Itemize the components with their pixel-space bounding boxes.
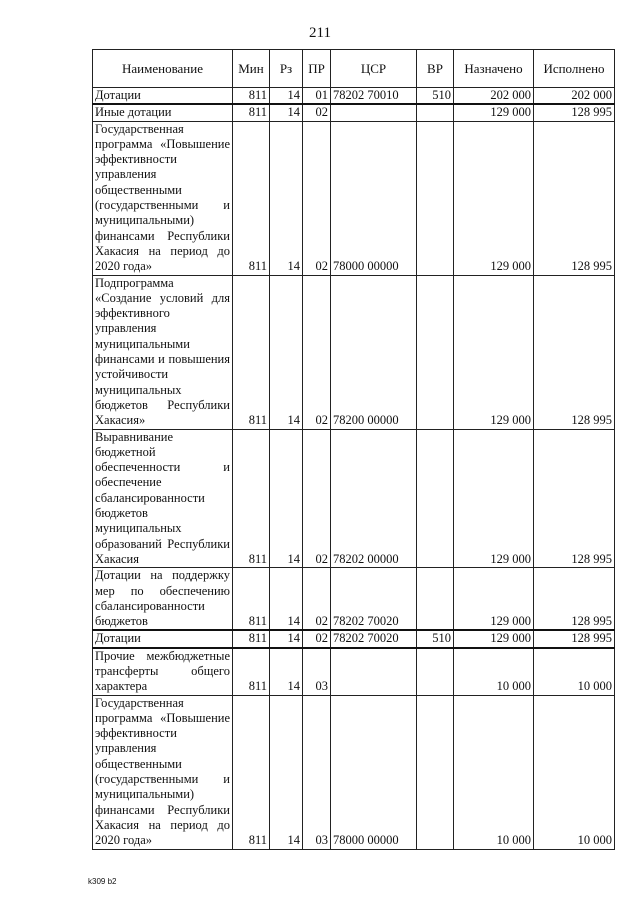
header-min: Мин — [233, 50, 270, 88]
row-name: Дотации — [93, 630, 233, 647]
row-rz: 14 — [270, 104, 303, 121]
table-row — [93, 429, 615, 568]
row-executed: 202 000 — [534, 88, 615, 105]
row-rz: 14 — [270, 648, 303, 695]
header-rz: Рз — [270, 50, 303, 88]
table-header-row — [93, 50, 615, 88]
row-assigned: 129 000 — [454, 630, 534, 647]
row-rz: 14 — [270, 88, 303, 105]
row-executed: 10 000 — [534, 648, 615, 695]
row-csr — [331, 648, 417, 695]
row-pr: 02 — [303, 275, 331, 429]
row-name: Дотации на поддержку мер по обеспечению сбалансированности бюджетов — [93, 568, 233, 631]
row-min: 811 — [233, 88, 270, 105]
row-csr: 78202 70010 — [331, 88, 417, 105]
row-pr: 01 — [303, 88, 331, 105]
row-assigned: 202 000 — [454, 88, 534, 105]
row-min: 811 — [233, 630, 270, 647]
row-rz: 14 — [270, 121, 303, 275]
row-vr — [417, 275, 454, 429]
row-assigned: 129 000 — [454, 121, 534, 275]
row-pr: 02 — [303, 104, 331, 121]
page-number: 211 — [309, 25, 331, 41]
row-csr: 78202 70020 — [331, 568, 417, 631]
row-rz: 14 — [270, 630, 303, 647]
header-name: Наименование — [93, 50, 233, 88]
row-pr: 02 — [303, 121, 331, 275]
row-executed: 128 995 — [534, 121, 615, 275]
row-vr: 510 — [417, 630, 454, 647]
header-pr: ПР — [303, 50, 331, 88]
table-row — [93, 648, 615, 695]
row-name: Иные дотации — [93, 104, 233, 121]
budget-table — [92, 49, 615, 850]
row-min: 811 — [233, 568, 270, 631]
row-min: 811 — [233, 104, 270, 121]
row-min: 811 — [233, 121, 270, 275]
row-pr: 03 — [303, 648, 331, 695]
row-name: Выравнивание бюджетной обеспеченности и обеспечение сбалансированности бюджетов муниципальных образований Республики Хакасия — [93, 429, 233, 568]
row-vr — [417, 121, 454, 275]
row-vr — [417, 104, 454, 121]
row-pr: 02 — [303, 429, 331, 568]
row-assigned: 10 000 — [454, 648, 534, 695]
table-row — [93, 695, 615, 849]
row-executed: 128 995 — [534, 275, 615, 429]
row-vr: 510 — [417, 88, 454, 105]
row-name: Прочие межбюджетные трансферты общего характера — [93, 648, 233, 695]
row-csr — [331, 104, 417, 121]
table-row — [93, 630, 615, 647]
row-pr: 02 — [303, 568, 331, 631]
row-name: Подпрограмма «Создание условий для эффективного управления муниципальными финансами и повышения устойчивости муниципальных бюджетов Республики Хакасия» — [93, 275, 233, 429]
row-name: Государственная программа «Повышение эффективности управления общественными (государственными и муниципальными) финансами Республики Хакасия на период до 2020 года» — [93, 695, 233, 849]
row-pr: 03 — [303, 695, 331, 849]
row-assigned: 129 000 — [454, 104, 534, 121]
row-assigned: 129 000 — [454, 568, 534, 631]
row-executed: 10 000 — [534, 695, 615, 849]
row-csr: 78202 00000 — [331, 429, 417, 568]
row-csr: 78202 70020 — [331, 630, 417, 647]
row-assigned: 129 000 — [454, 275, 534, 429]
row-rz: 14 — [270, 568, 303, 631]
row-min: 811 — [233, 275, 270, 429]
header-csr: ЦСР — [331, 50, 417, 88]
row-pr: 02 — [303, 630, 331, 647]
row-csr: 78000 00000 — [331, 121, 417, 275]
header-assigned: Назначено — [454, 50, 534, 88]
row-vr — [417, 695, 454, 849]
row-assigned: 129 000 — [454, 429, 534, 568]
table-row — [93, 104, 615, 121]
row-name: Дотации — [93, 88, 233, 105]
header-vr: ВР — [417, 50, 454, 88]
row-vr — [417, 429, 454, 568]
row-vr — [417, 648, 454, 695]
row-rz: 14 — [270, 275, 303, 429]
row-min: 811 — [233, 648, 270, 695]
table-row — [93, 275, 615, 429]
row-vr — [417, 568, 454, 631]
row-executed: 128 995 — [534, 568, 615, 631]
footer-code: k309 b2 — [88, 877, 117, 886]
row-min: 811 — [233, 429, 270, 568]
row-executed: 128 995 — [534, 429, 615, 568]
row-csr: 78000 00000 — [331, 695, 417, 849]
row-name: Государственная программа «Повышение эффективности управления общественными (государственными и муниципальными) финансами Республики Хакасия на период до 2020 года» — [93, 121, 233, 275]
table-row — [93, 568, 615, 631]
row-rz: 14 — [270, 695, 303, 849]
row-rz: 14 — [270, 429, 303, 568]
row-csr: 78200 00000 — [331, 275, 417, 429]
row-assigned: 10 000 — [454, 695, 534, 849]
row-executed: 128 995 — [534, 104, 615, 121]
row-min: 811 — [233, 695, 270, 849]
row-executed: 128 995 — [534, 630, 615, 647]
table-row — [93, 88, 615, 105]
table-row — [93, 121, 615, 275]
header-executed: Исполнено — [534, 50, 615, 88]
